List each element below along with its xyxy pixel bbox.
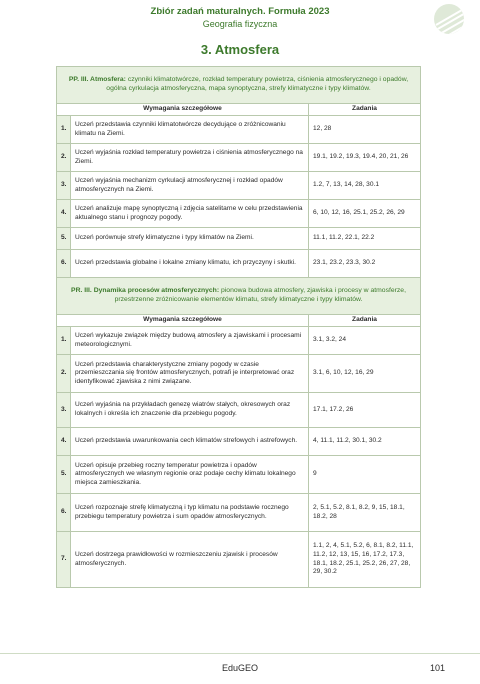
chapter-title: 3. Atmosfera [200, 42, 280, 57]
logo-icon [432, 4, 466, 34]
section-header-pp [57, 67, 421, 104]
row-number: 4. [57, 428, 71, 456]
page-number: 101 [430, 663, 446, 673]
task-list: 17.1, 17.2, 26 [309, 393, 421, 428]
requirement-text: Uczeń wyjaśnia rozkład temperatury powietrza i ciśnienia atmosferycznego na Ziemi. [71, 144, 309, 172]
page-footer [0, 653, 480, 684]
table-row [57, 494, 421, 532]
requirement-text: Uczeń wyjaśnia na przykładach genezę wiatrów stałych, okresowych oraz lokalnych i określa ich znaczenie dla przebiegu pogody. [71, 393, 309, 428]
column-header-tasks: Zadania [309, 315, 421, 327]
task-list: 19.1, 19.2, 19.3, 19.4, 20, 21, 26 [309, 144, 421, 172]
task-list: 9 [309, 456, 421, 494]
task-list: 1.2, 7, 13, 14, 28, 30.1 [309, 172, 421, 200]
requirement-text: Uczeń dostrzega prawidłowości w rozmieszczeniu zjawisk i procesów atmosferycznych. [71, 532, 309, 588]
task-list: 2, 5.1, 5.2, 8.1, 8.2, 9, 15, 18.1, 18.2, 28 [309, 494, 421, 532]
task-list: 12, 28 [309, 116, 421, 144]
task-list: 23.1, 23.2, 23.3, 30.2 [309, 250, 421, 278]
table-row [57, 428, 421, 456]
task-list: 4, 11.1, 11.2, 30.1, 30.2 [309, 428, 421, 456]
row-number: 5. [57, 228, 71, 250]
task-list: 1.1, 2, 4, 5.1, 5.2, 6, 8.1, 8.2, 11.1, 11.2, 12, 13, 15, 16, 17.2, 17.3, 18.1, 18.2, 25.1, 25.2, 26, 27, 28, 29, 30.2 [309, 532, 421, 588]
requirement-text: Uczeń opisuje przebieg roczny temperatur powietrza i opadów atmosferycznych we własnym regionie oraz podaje cechy klimatu lokalnego miejsca zamieszkania. [71, 456, 309, 494]
table-row [57, 355, 421, 393]
section-text: pionowa budowa atmosfery, zjawiska i procesy w atmosferze, przestrzenne zróżnicowanie elementów klimatu, strefy klimatyczne i typy klimatów. [114, 287, 406, 303]
task-list: 6, 10, 12, 16, 25.1, 25.2, 26, 29 [309, 200, 421, 228]
requirements-table [56, 66, 421, 588]
requirement-text: Uczeń przedstawia uwarunkowania cech klimatów strefowych i astrefowych. [71, 428, 309, 456]
section-label: PR. III. Dynamika procesów atmosferycznych: [71, 287, 220, 295]
footer-brand: EduGEO [221, 663, 259, 673]
row-number: 3. [57, 393, 71, 428]
row-number: 4. [57, 200, 71, 228]
table-row [57, 116, 421, 144]
row-number: 1. [57, 116, 71, 144]
requirement-text: Uczeń przedstawia charakterystyczne zmiany pogody w czasie przemieszczania się frontów atmosferycznych, potrafi je interpretować oraz identyfikować zjawiska z nimi związane. [71, 355, 309, 393]
table-row [57, 250, 421, 278]
column-header-tasks: Zadania [309, 104, 421, 116]
page-header [0, 6, 480, 30]
table-row [57, 200, 421, 228]
book-subtitle: Geografia fizyczna [202, 19, 278, 29]
task-list: 3.1, 6, 10, 12, 16, 29 [309, 355, 421, 393]
row-number: 7. [57, 532, 71, 588]
row-number: 1. [57, 327, 71, 355]
requirement-text: Uczeń wyjaśnia mechanizm cyrkulacji atmosferycznej i rozkład opadów atmosferycznych na Ziemi. [71, 172, 309, 200]
table-row [57, 228, 421, 250]
table-row [57, 456, 421, 494]
requirement-text: Uczeń porównuje strefy klimatyczne i typy klimatów na Ziemi. [71, 228, 309, 250]
requirement-text: Uczeń przedstawia czynniki klimatotwórcze decydujące o zróżnicowaniu klimatu na Ziemi. [71, 116, 309, 144]
requirement-text: Uczeń analizuje mapę synoptyczną i zdjęcia satelitarne w celu przedstawienia aktualnego stanu i prognozy pogody. [71, 200, 309, 228]
table-row [57, 393, 421, 428]
requirement-text: Uczeń rozpoznaje strefę klimatyczną i typ klimatu na podstawie rocznego przebiegu temperatury powietrza i sum opadów atmosferycznych. [71, 494, 309, 532]
task-list: 3.1, 3.2, 24 [309, 327, 421, 355]
row-number: 6. [57, 494, 71, 532]
section-text: czynniki klimatotwórcze, rozkład temperatury powietrza, ciśnienia atmosferycznego i opadów, ogólna cyrkulacja atmosferyczna, mapa synoptyczna, strefy klimatyczne i typy klimatów. [106, 76, 409, 92]
row-number: 5. [57, 456, 71, 494]
section-header-pr [57, 278, 421, 315]
table-row [57, 532, 421, 588]
row-number: 3. [57, 172, 71, 200]
table-row [57, 172, 421, 200]
row-number: 2. [57, 144, 71, 172]
table-row [57, 144, 421, 172]
book-title: Zbiór zadań maturalnych. Formuła 2023 [150, 6, 330, 17]
row-number: 6. [57, 250, 71, 278]
requirement-text: Uczeń wykazuje związek między budową atmosfery a zjawiskami i procesami meteorologicznymi. [71, 327, 309, 355]
section-label: PP. III. Atmosfera: [68, 76, 126, 84]
table-row [57, 327, 421, 355]
requirement-text: Uczeń przedstawia globalne i lokalne zmiany klimatu, ich przyczyny i skutki. [71, 250, 309, 278]
task-list: 11.1, 11.2, 22.1, 22.2 [309, 228, 421, 250]
row-number: 2. [57, 355, 71, 393]
column-header-requirements: Wymagania szczegółowe [57, 315, 309, 327]
column-header-requirements: Wymagania szczegółowe [57, 104, 309, 116]
